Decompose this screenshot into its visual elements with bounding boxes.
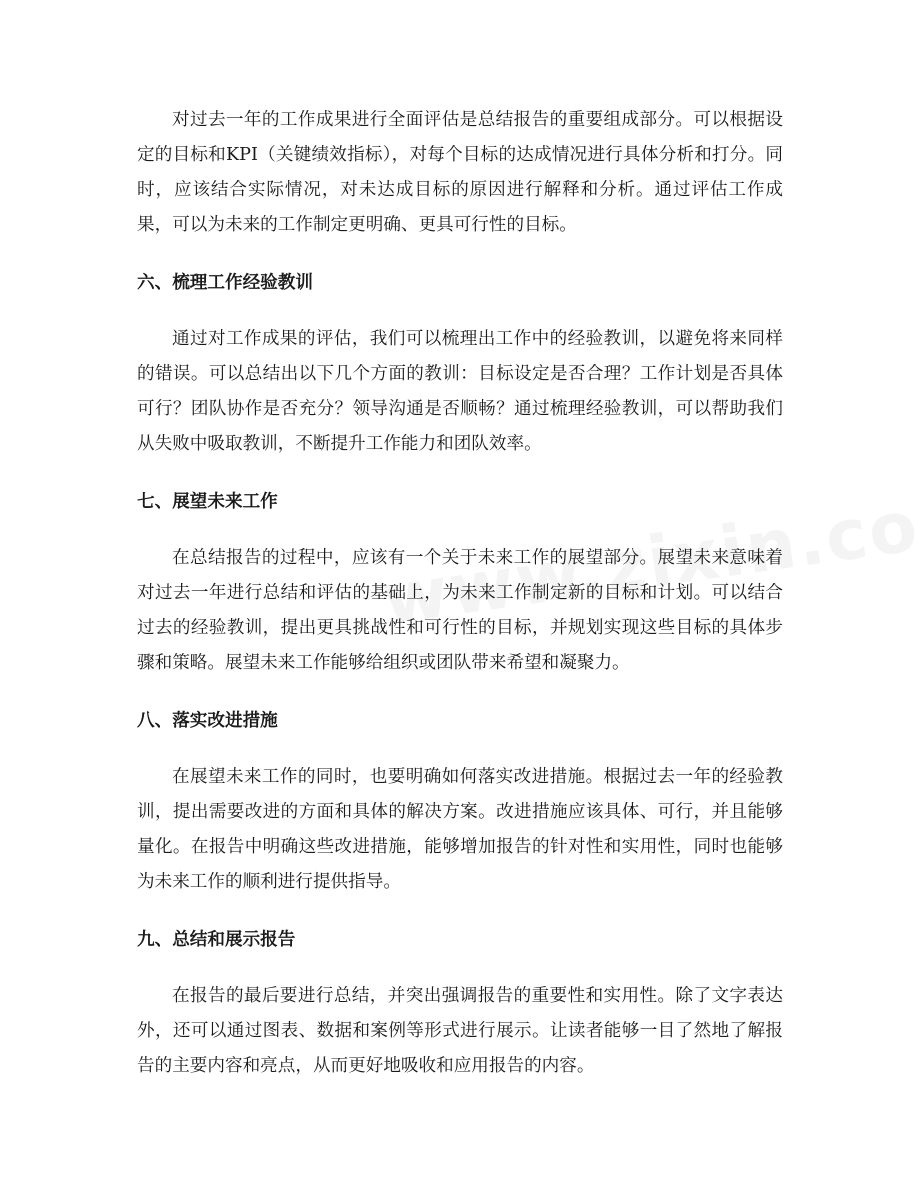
section-heading-8: 八、落实改进措施 bbox=[137, 711, 278, 731]
section-paragraph-6: 通过对工作成果的评估，我们可以梳理出工作中的经验教训，以避免将来同样的错误。可以总结出以下几个方面的教训：目标设定是否合理？工作计划是否具体可行？团队协作是否充分？领导沟通是否顺畅？通过梳理经验教训，可以帮助我们从失败中吸取教训，不断提升工作能力和团队效率。 bbox=[137, 329, 783, 454]
section-heading-6: 六、梳理工作经验教训 bbox=[137, 273, 313, 293]
section-heading-7: 七、展望未来工作 bbox=[137, 492, 278, 512]
document-body bbox=[137, 103, 783, 1084]
section-paragraph-9: 在报告的最后要进行总结，并突出强调报告的重要性和实用性。除了文字表达外，还可以通过图表、数据和案例等形式进行展示。让读者能够一目了然地了解报告的主要内容和亮点，从而更好地吸收和应用报告的内容。 bbox=[137, 986, 783, 1076]
section-paragraph-7: 在总结报告的过程中，应该有一个关于未来工作的展望部分。展望未来意味着对过去一年进行总结和评估的基础上，为未来工作制定新的目标和计划。可以结合过去的经验教训，提出更具挑战性和可行性的目标，并规划实现这些目标的具体步骤和策略。展望未来工作能够给组织或团队带来希望和凝聚力。 bbox=[137, 548, 783, 673]
intro-paragraph: 对过去一年的工作成果进行全面评估是总结报告的重要组成部分。可以根据设定的目标和KPI（关键绩效指标），对每个目标的达成情况进行具体分析和打分。同时，应该结合实际情况，对未达成目标的原因进行解释和分析。通过评估工作成果，可以为未来的工作制定更明确、更具可行性的目标。 bbox=[137, 110, 783, 235]
section-paragraph-8: 在展望未来工作的同时，也要明确如何落实改进措施。根据过去一年的经验教训，提出需要改进的方面和具体的解决方案。改进措施应该具体、可行，并且能够量化。在报告中明确这些改进措施，能够增加报告的针对性和实用性，同时也能够为未来工作的顺利进行提供指导。 bbox=[137, 767, 783, 892]
section-heading-9: 九、总结和展示报告 bbox=[137, 930, 296, 950]
